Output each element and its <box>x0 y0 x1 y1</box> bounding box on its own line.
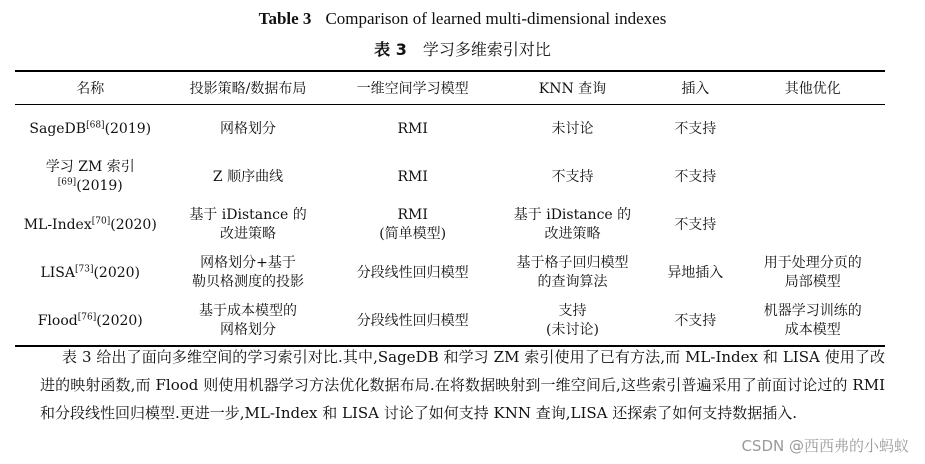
model-cell <box>331 201 495 249</box>
name-cell <box>15 105 166 154</box>
knn-cell <box>495 105 650 154</box>
model-cell <box>331 105 495 154</box>
cell-line: 网格划分+基于 <box>200 255 296 271</box>
cell-line: 勒贝格测度的投影 <box>192 274 305 290</box>
insert-cell <box>650 249 740 297</box>
cell-line: 未讨论 <box>551 120 594 137</box>
insert-cell <box>650 201 740 249</box>
caption-en-title: Comparison of learned multi-dimensional indexes <box>325 9 667 28</box>
model-cell <box>331 153 495 201</box>
caption-en-label: Table 3 <box>258 9 312 28</box>
header-name: 名称 <box>15 71 166 105</box>
name-line <box>16 264 165 283</box>
method-name: LISA <box>40 264 75 281</box>
method-year: (2020) <box>110 216 157 233</box>
name-line <box>16 312 165 331</box>
cell-line: RMI <box>397 120 428 137</box>
table-body <box>15 105 885 347</box>
projection-cell <box>166 153 331 201</box>
method-name: ML-Index <box>23 216 92 233</box>
model-cell <box>331 297 495 346</box>
projection-cell <box>166 249 331 297</box>
caption-zh-label: 表 3 <box>374 40 407 59</box>
cell-line: 改进策略 <box>544 226 601 242</box>
cell-line: 分段线性回归模型 <box>356 312 469 329</box>
cell-line: 分段线性回归模型 <box>356 264 469 281</box>
cell-line: 的查询算法 <box>537 274 608 290</box>
knn-cell <box>495 153 650 201</box>
cell-line: 网格划分 <box>220 120 277 137</box>
cell-line: 改进策略 <box>220 226 277 242</box>
cell-line: 基于 iDistance 的 <box>189 207 307 223</box>
name-cell <box>15 297 166 346</box>
knn-cell <box>495 297 650 346</box>
knn-cell <box>495 201 650 249</box>
other-cell <box>741 249 885 297</box>
cell-line: 不支持 <box>551 168 594 185</box>
method-year: (2019) <box>76 178 123 194</box>
header-other: 其他优化 <box>741 71 885 105</box>
other-cell <box>741 297 885 346</box>
cell-line: 基于成本模型的 <box>199 303 298 319</box>
caption-zh-title: 学习多维索引对比 <box>422 40 551 59</box>
watermark: CSDN @西西弗的小蚂蚁 <box>741 437 909 455</box>
cell-line: 不支持 <box>674 120 717 137</box>
other-cell <box>741 201 885 249</box>
name-line <box>16 120 165 139</box>
citation-ref: [70] <box>91 215 111 226</box>
table-row <box>15 297 885 346</box>
citation-ref: [68] <box>86 119 105 130</box>
name-line <box>16 177 165 196</box>
cell-line: (简单模型) <box>379 226 447 242</box>
projection-cell <box>166 201 331 249</box>
table-header-row <box>15 71 885 105</box>
cell-line: 不支持 <box>674 168 717 185</box>
cell-line: 成本模型 <box>784 322 841 338</box>
cell-line: 网格划分 <box>220 322 277 338</box>
caption-chinese <box>0 37 925 60</box>
header-insert: 插入 <box>650 71 740 105</box>
table-row <box>15 105 885 154</box>
projection-cell <box>166 105 331 154</box>
name-cell <box>15 153 166 201</box>
method-year: (2020) <box>93 264 141 281</box>
header-projection: 投影策略/数据布局 <box>166 71 331 105</box>
body-paragraph: 表 3 给出了面向多维空间的学习索引对比.其中,SageDB 和学习 ZM 索引使用了已有方法,而 ML-Index 和 LISA 使用了改进的映射函数,而 Flood 则使用机器学习方法优化数据布局.在将数据映射到一维空间后,这些索引普遍采用了前面讨论过的 RMI 和分段线性回归模型.更进一步,ML-Index 和 LISA 讨论了如何支持 KNN 查询,LISA 还探索了如何支持数据插入. <box>40 348 885 422</box>
projection-cell <box>166 297 331 346</box>
name-prefix: 学习 ZM 索引 <box>45 159 135 175</box>
table-row <box>15 201 885 249</box>
table-row <box>15 153 885 201</box>
citation-ref: [69] <box>57 177 77 188</box>
comparison-table <box>15 70 885 347</box>
other-cell <box>741 153 885 201</box>
cell-line: 不支持 <box>674 312 717 329</box>
cell-line: RMI <box>397 207 428 223</box>
method-name: Flood <box>37 312 78 329</box>
name-cell <box>15 201 166 249</box>
other-cell <box>741 105 885 154</box>
name-line <box>16 216 165 235</box>
citation-ref: [73] <box>74 263 94 274</box>
cell-line: 基于格子回归模型 <box>516 255 629 271</box>
header-knn: KNN 查询 <box>495 71 650 105</box>
table-row <box>15 249 885 297</box>
name-cell <box>15 249 166 297</box>
method-name: SageDB <box>29 120 87 137</box>
header-model: 一维空间学习模型 <box>331 71 495 105</box>
knn-cell <box>495 249 650 297</box>
cell-line: RMI <box>397 168 428 185</box>
insert-cell <box>650 153 740 201</box>
cell-line: Z 顺序曲线 <box>212 168 284 185</box>
cell-line: 基于 iDistance 的 <box>513 207 632 223</box>
cell-line: 支持 <box>558 303 587 319</box>
method-year: (2020) <box>96 312 143 329</box>
cell-line: 机器学习训练的 <box>763 303 862 319</box>
insert-cell <box>650 105 740 154</box>
insert-cell <box>650 297 740 346</box>
cell-line: (未讨论) <box>545 322 599 338</box>
model-cell <box>331 249 495 297</box>
cell-line: 局部模型 <box>784 274 841 290</box>
cell-line: 用于处理分页的 <box>763 255 862 271</box>
method-year: (2019) <box>104 120 152 137</box>
cell-line: 不支持 <box>674 216 717 233</box>
citation-ref: [76] <box>77 311 97 322</box>
caption-english <box>0 9 925 29</box>
cell-line: 异地插入 <box>667 264 724 281</box>
